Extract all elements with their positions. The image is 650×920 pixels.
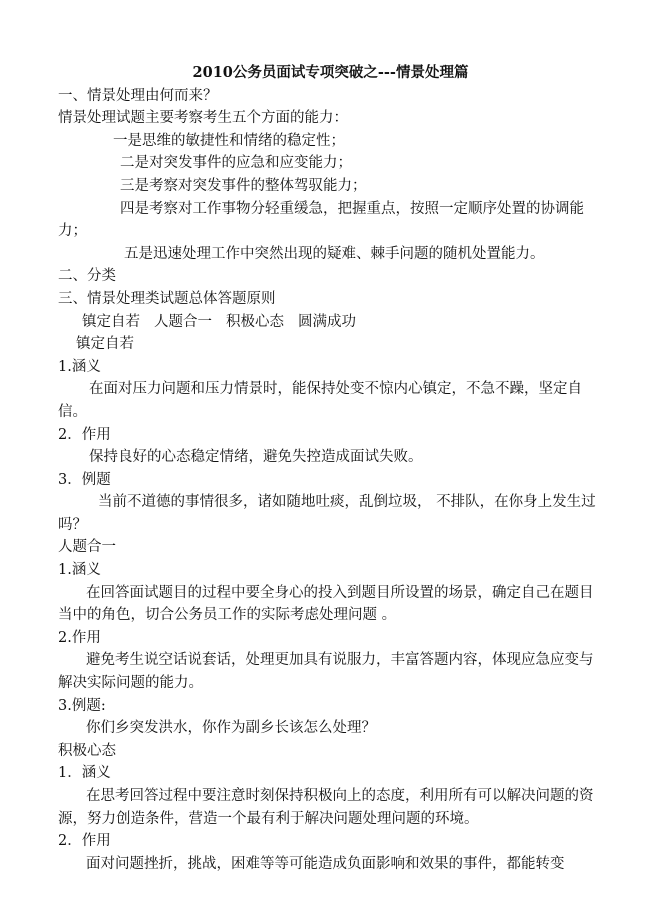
section-1-intro: 情景处理试题主要考察考生五个方面的能力： xyxy=(58,110,348,127)
p3-effect-heading: 2．作用 xyxy=(58,833,111,850)
p3-meaning-heading: 1．涵义 xyxy=(58,765,111,782)
p2-meaning-heading: 1.涵义 xyxy=(58,562,101,579)
p2-example-text: 你们乡突发洪水，你作为副乡长该怎么处理？ xyxy=(86,720,376,737)
p2-effect-heading: 2.作用 xyxy=(58,629,101,646)
p1-example-text: 当前不道德的事情很多，诸如随地吐痰，乱倒垃圾， 不排队，在你身上发生过吗？ xyxy=(58,494,596,533)
p3-meaning-text: 在思考回答过程中要注意时刻保持积极向上的态度，利用所有可以解决问题的资源，努力创造条件，营造一个最有利于解决问题处理问题的环境。 xyxy=(58,788,594,827)
ability-item-5: 五是迅速处理工作中突然出现的疑难、棘手问题的随机处置能力。 xyxy=(124,245,545,262)
principle-2-heading: 人题合一 xyxy=(58,539,116,556)
principle-1: 镇定自若 xyxy=(82,313,140,330)
document-page xyxy=(58,62,603,875)
p1-meaning-heading: 1.涵义 xyxy=(58,358,101,375)
principle-4: 圆满成功 xyxy=(298,313,356,330)
principle-1-heading: 镇定自若 xyxy=(76,336,134,353)
principle-2: 人题合一 xyxy=(154,313,212,330)
principle-3-heading: 积极心态 xyxy=(58,742,116,759)
ability-item-1: 一是思维的敏捷性和情绪的稳定性； xyxy=(113,132,345,149)
section-2-heading: 二、分类 xyxy=(58,268,116,285)
ability-item-2: 二是对突发事件的应急和应变能力； xyxy=(120,155,352,172)
p2-effect-text: 避免考生说空话说套话，处理更加具有说服力，丰富答题内容，体现应急应变与解决实际问题的能力。 xyxy=(58,652,594,692)
p1-meaning-text: 在面对压力问题和压力情景时，能保持处变不惊内心镇定，不急不躁，坚定自信。 xyxy=(58,381,582,420)
p1-example-heading: 3．例题 xyxy=(58,471,111,488)
p2-example-heading: 3.例题: xyxy=(58,697,106,714)
principle-3: 积极心态 xyxy=(226,313,284,330)
ability-item-4: 四是考察对工作事物分轻重缓急，把握重点，按照一定顺序处置的协调能力； xyxy=(58,200,584,240)
principles-line xyxy=(58,311,603,334)
p3-effect-text: 面对问题挫折，挑战，困难等等可能造成负面影响和效果的事件，都能转变 xyxy=(86,855,565,872)
p1-effect-heading: 2．作用 xyxy=(58,426,111,443)
p2-meaning-text: 在回答面试题目的过程中要全身心的投入到题目所设置的场景，确定自己在题目当中的角色，切合公务员工作的实际考虑处理问题 。 xyxy=(58,584,594,624)
p1-effect-text: 保持良好的心态稳定情绪，避免失控造成面试失败。 xyxy=(89,449,423,466)
section-1-heading: 一、情景处理由何而来？ xyxy=(58,87,218,104)
document-title: 2010公务员面试专项突破之---情景处理篇 xyxy=(192,64,469,81)
ability-item-3: 三是考察对突发事件的整体驾驭能力； xyxy=(120,177,367,194)
section-3-heading: 三、情景处理类试题总体答题原则 xyxy=(58,290,276,307)
